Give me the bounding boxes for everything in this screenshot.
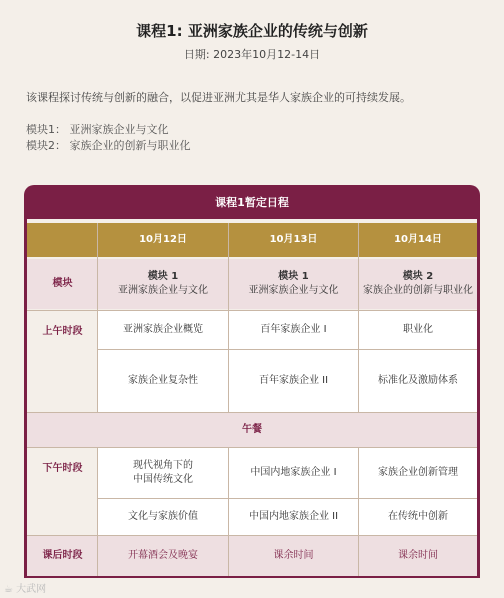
grid-line [27,447,477,448]
afternoon-session: 在传统中创新 [359,499,477,535]
header-corner [27,223,98,257]
grid-line [97,447,98,576]
grid-line [228,223,229,412]
schedule-table [24,185,480,578]
watermark-text: 大武网 [16,584,47,595]
date-header-2: 10月13日 [229,223,358,257]
module-1-line: 模块1： 亚洲家族企业与文化 [26,123,169,136]
morning-session: 家族企业复杂性 [98,350,228,412]
module-2-line: 模块2： 家族企业的创新与职业化 [26,139,191,152]
module-name: 模块 2 [402,271,434,282]
morning-session: 百年家族企业 I [229,311,358,349]
morning-label: 上午时段 [42,326,83,337]
module-cell [98,259,228,309]
evening-label: 课后时段 [27,536,98,576]
course-intro: 该课程探讨传统与创新的融合，以促进亚洲尤其是华人家族企业的可持续发展。 [26,91,411,104]
module-cell [229,259,358,309]
module-desc: 亚洲家族企业与文化 [118,285,208,296]
afternoon-session: 中国内地家族企业 II [229,499,358,535]
grid-line [358,447,359,576]
watermark [4,580,46,595]
course-title: 课程1: 亚洲家族企业的传统与创新 [136,22,368,40]
afternoon-session: 现代视角下的 中国传统文化 [98,448,228,498]
date-header-3: 10月14日 [359,223,477,257]
evening-session: 课余时间 [229,536,358,576]
afternoon-label: 下午时段 [42,463,83,474]
module-desc: 家族企业的创新与职业化 [363,285,473,296]
schedule-title: 课程1暂定日程 [24,185,480,219]
afternoon-session: 文化与家族价值 [98,499,228,535]
morning-session: 百年家族企业 II [229,350,358,412]
grid-line [98,498,477,499]
morning-session: 标准化及激励体系 [359,350,477,412]
course-date: 日期: 2023年10月12-14日 [183,48,321,61]
evening-session: 开幕酒会及晚宴 [98,536,228,576]
grid-line [27,310,477,311]
grid-line [228,447,229,576]
grid-line [98,349,477,350]
morning-session: 亚洲家族企业概览 [98,311,228,349]
afternoon-session: 家族企业创新管理 [359,448,477,498]
grid-line [27,412,477,413]
evening-session: 课余时间 [359,536,477,576]
morning-session: 职业化 [359,311,477,349]
module-desc: 亚洲家族企业与文化 [248,285,339,296]
module-name: 模块 1 [278,271,309,282]
watermark-icon: ☕ [4,584,13,595]
grid-line [97,223,98,412]
module-row-label: 模块 [27,259,98,309]
lunch-row: 午餐 [27,413,477,447]
module-name: 模块 1 [147,271,179,282]
date-header-1: 10月12日 [98,223,228,257]
grid-line [358,223,359,412]
module-cell [359,259,477,309]
table-bottom-border [27,576,477,578]
grid-line [27,535,477,536]
afternoon-session: 中国内地家族企业 I [229,448,358,498]
